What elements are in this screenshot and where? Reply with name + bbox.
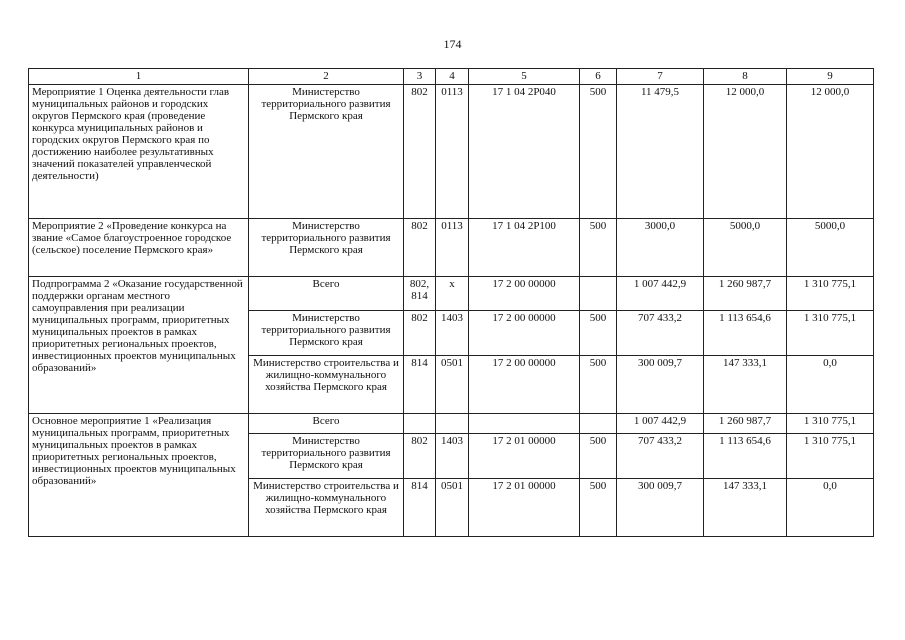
amount-col8-cell: 1 113 654,6 [704, 434, 787, 479]
amount-col7-cell: 300 009,7 [617, 479, 704, 537]
header-row [29, 69, 874, 85]
target-article-cell [469, 414, 580, 434]
measure-description: Мероприятие 2 «Проведение конкурса на звание «Самое благоустроенное городское (сельское) поселение Пермского края» [29, 219, 249, 277]
header-cell: 5 [469, 69, 580, 85]
amount-col8-cell: 1 260 987,7 [704, 414, 787, 434]
target-article-cell: 17 1 04 2Р100 [469, 219, 580, 277]
table-row [29, 277, 874, 311]
amount-col8-cell: 1 260 987,7 [704, 277, 787, 311]
executor-cell: Министерство строительства и жилищно-коммунального хозяйства Пермского края [249, 356, 404, 414]
header-cell: 7 [617, 69, 704, 85]
measure-description: Мероприятие 1 Оценка деятельности глав муниципальных районов и городских округов Пермского края (проведение конкурса муниципальных районов и городских округов Пермского края по достижению наиболее результативных значений показателей управленческой деятельности) [29, 85, 249, 219]
header-cell: 2 [249, 69, 404, 85]
grbs-code-cell: 802 [404, 219, 436, 277]
page-number: 174 [443, 37, 462, 51]
executor-cell: Министерство территориального развития Пермского края [249, 85, 404, 219]
expense-type-cell: 500 [580, 219, 617, 277]
section-code-cell: 0113 [436, 219, 469, 277]
budget-table [28, 68, 874, 537]
expense-type-cell: 500 [580, 311, 617, 356]
header-cell: 3 [404, 69, 436, 85]
grbs-code-cell: 802 [404, 85, 436, 219]
header-cell: 6 [580, 69, 617, 85]
amount-col9-cell: 1 310 775,1 [787, 311, 874, 356]
amount-col9-cell: 5000,0 [787, 219, 874, 277]
expense-type-cell: 500 [580, 85, 617, 219]
grbs-code-cell: 814 [404, 479, 436, 537]
grbs-code-cell: 802 [404, 434, 436, 479]
table-row [29, 85, 874, 219]
measure-description: Основное мероприятие 1 «Реализация муниципальных программ, приоритетных муниципальных проектов в рамках приоритетных региональных проектов, инвестиционных проектов муниципальных образований» [29, 414, 249, 537]
header-cell: 9 [787, 69, 874, 85]
executor-cell: Всего [249, 277, 404, 311]
expense-type-cell: 500 [580, 434, 617, 479]
executor-cell: Министерство территориального развития Пермского края [249, 219, 404, 277]
amount-col7-cell: 300 009,7 [617, 356, 704, 414]
amount-col9-cell: 12 000,0 [787, 85, 874, 219]
measure-description: Подпрограмма 2 «Оказание государственной поддержки органам местного самоуправления при реализации муниципальных программ, приоритетных муниципальных проектов в рамках приоритетных региональных проектов, инвестиционных проектов муниципальных образований» [29, 277, 249, 414]
target-article-cell: 17 1 04 2Р040 [469, 85, 580, 219]
amount-col9-cell: 1 310 775,1 [787, 277, 874, 311]
amount-col8-cell: 147 333,1 [704, 479, 787, 537]
header-cell: 4 [436, 69, 469, 85]
amount-col7-cell: 3000,0 [617, 219, 704, 277]
section-code-cell: 0113 [436, 85, 469, 219]
amount-col9-cell: 0,0 [787, 356, 874, 414]
expense-type-cell: 500 [580, 356, 617, 414]
amount-col8-cell: 147 333,1 [704, 356, 787, 414]
expense-type-cell [580, 277, 617, 311]
grbs-code-cell [404, 414, 436, 434]
amount-col7-cell: 707 433,2 [617, 311, 704, 356]
grbs-code-cell: 802 [404, 311, 436, 356]
section-code-cell: 1403 [436, 434, 469, 479]
section-code-cell: 1403 [436, 311, 469, 356]
target-article-cell: 17 2 00 00000 [469, 356, 580, 414]
target-article-cell: 17 2 00 00000 [469, 311, 580, 356]
target-article-cell: 17 2 00 00000 [469, 277, 580, 311]
expense-type-cell: 500 [580, 479, 617, 537]
section-code-cell: 0501 [436, 356, 469, 414]
amount-col8-cell: 1 113 654,6 [704, 311, 787, 356]
amount-col8-cell: 12 000,0 [704, 85, 787, 219]
section-code-cell [436, 414, 469, 434]
table-row [29, 219, 874, 277]
section-code-cell: х [436, 277, 469, 311]
expense-type-cell [580, 414, 617, 434]
amount-col8-cell: 5000,0 [704, 219, 787, 277]
header-cell: 8 [704, 69, 787, 85]
table-row [29, 414, 874, 434]
section-code-cell: 0501 [436, 479, 469, 537]
header-cell: 1 [29, 69, 249, 85]
amount-col7-cell: 1 007 442,9 [617, 277, 704, 311]
amount-col9-cell: 1 310 775,1 [787, 414, 874, 434]
executor-cell: Министерство строительства и жилищно-коммунального хозяйства Пермского края [249, 479, 404, 537]
amount-col7-cell: 707 433,2 [617, 434, 704, 479]
executor-cell: Всего [249, 414, 404, 434]
grbs-code-cell: 802, 814 [404, 277, 436, 311]
amount-col7-cell: 11 479,5 [617, 85, 704, 219]
amount-col9-cell: 0,0 [787, 479, 874, 537]
grbs-code-cell: 814 [404, 356, 436, 414]
target-article-cell: 17 2 01 00000 [469, 479, 580, 537]
executor-cell: Министерство территориального развития Пермского края [249, 434, 404, 479]
amount-col7-cell: 1 007 442,9 [617, 414, 704, 434]
amount-col9-cell: 1 310 775,1 [787, 434, 874, 479]
executor-cell: Министерство территориального развития Пермского края [249, 311, 404, 356]
target-article-cell: 17 2 01 00000 [469, 434, 580, 479]
